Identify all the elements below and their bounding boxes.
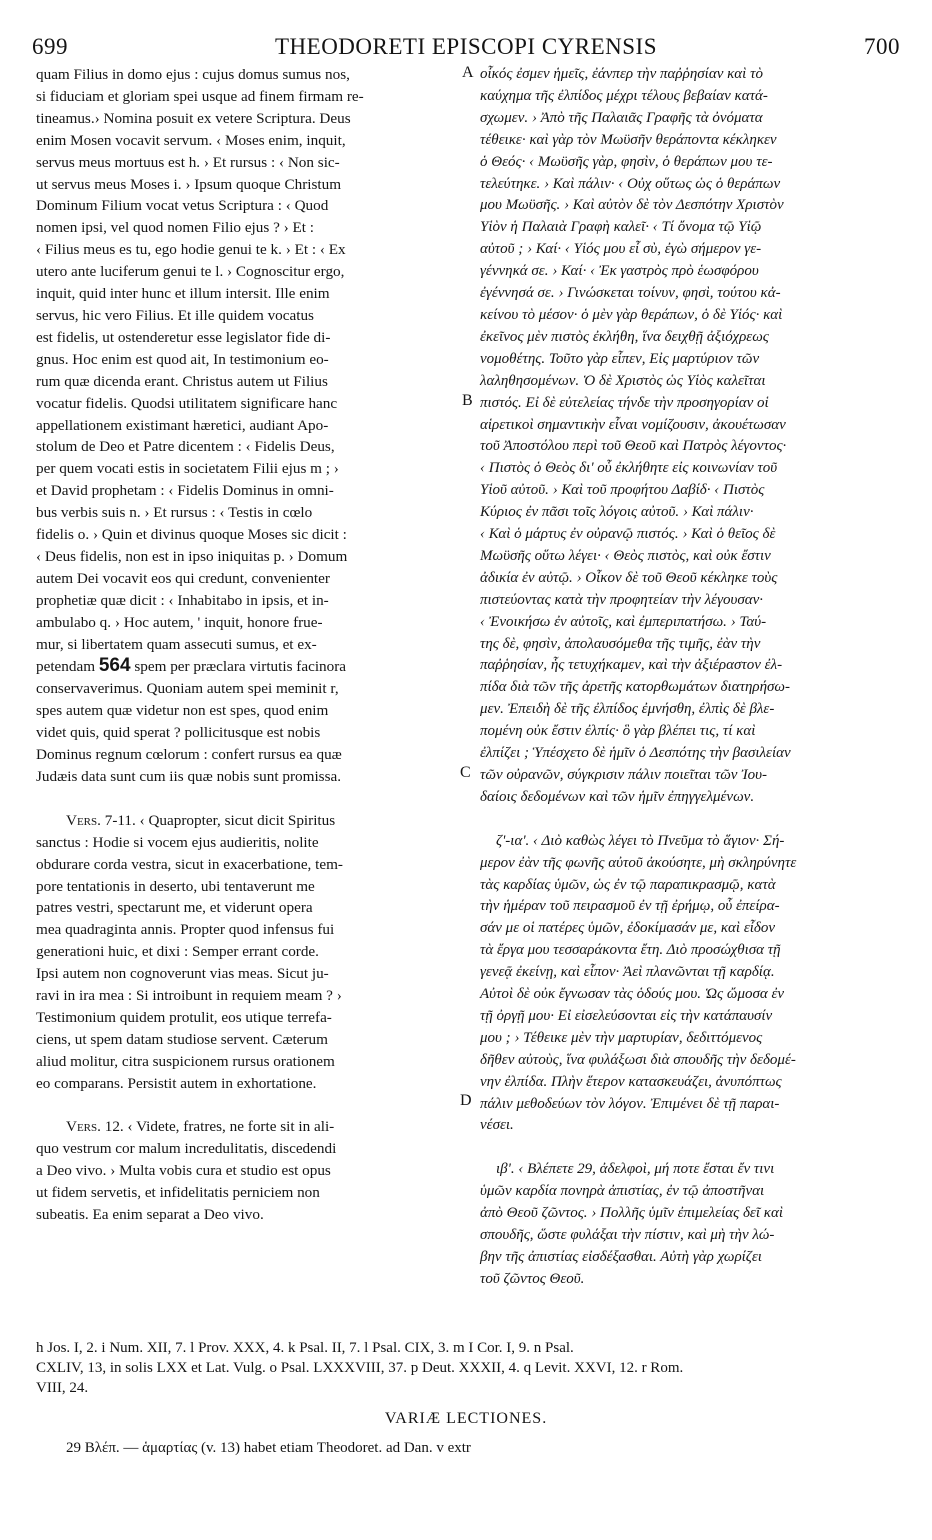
running-title: THEODORETI EPISCOPI CYRENSIS bbox=[274, 34, 658, 59]
text-line: rum quæ dicenda erant. Christus autem ut Filius bbox=[36, 372, 328, 390]
text-line: ‹ Πιστὸς ὁ Θεὸς δι' οὗ ἐκλήθητε εἰς κοινωνίαν τοῦ bbox=[480, 460, 778, 477]
text-line: καύχημα τῆς ἐλπίδος μέχρι τέλους βεβαίαν κατά- bbox=[480, 87, 768, 104]
text-line: οἶκός ἐσμεν ἡμεῖς, ἐάνπερ τὴν παῤῥησίαν καὶ τὸ bbox=[480, 66, 763, 82]
text-line: νομοθέτης. Τοῦτο γὰρ εἶπεν, Εἰς μαρτύριον τῶν bbox=[480, 350, 760, 367]
text-line: Ipsi autem non cognoverunt vias meas. Sicut ju- bbox=[36, 965, 329, 983]
text-line: αἱρετικοὶ σημαντικὴν εἶναι νομίζουσιν, ἀκουέτωσαν bbox=[480, 416, 786, 433]
text-line: videt quis, quid sperat ? pollicitusque est nobis bbox=[36, 724, 321, 742]
text-line: σπουδῆς, ὥστε φυλάξαι τὴν πίστιν, καὶ μὴ τὴν λώ- bbox=[480, 1227, 775, 1243]
text-line: utero ante luciferum genui te l. › Cognoscitur ergo, bbox=[36, 263, 345, 281]
text-line: Κύριος ἐν πᾶσι τοῖς λόγοις αὐτοῦ. › Καὶ πάλιν· bbox=[480, 504, 754, 521]
text-line: stolum de Deo et Patre dicentem : ‹ Fidelis Deus, bbox=[36, 438, 335, 456]
variae-lectiones-line: 29 Βλέπ. — ἁμαρτίας (v. 13) habet etiam Theodoret. ad Dan. v extr bbox=[66, 1440, 471, 1456]
text-line: quam Filius in domo ejus : cujus domus sumus nos, bbox=[36, 66, 350, 83]
greek-paragraph-2 bbox=[480, 831, 898, 1138]
text-line: λαληθησομένων. Ὁ δὲ Χριστὸς ὡς Υἱὸς καλεῖται bbox=[480, 372, 766, 389]
text-line: obdurare corda vestra, sicut in exacerbatione, tem- bbox=[36, 855, 343, 873]
text-line: ‹ Βλέπετε 29, ἀδελφοὶ, μή ποτε ἔσται ἔν τινι bbox=[518, 1161, 775, 1178]
text-line: patres vestri, spectarunt me, et viderunt opera bbox=[36, 899, 313, 917]
text-line: κείνου τὸ μέσον· ὁ μὲν γὰρ θεράπων, ὁ δὲ Υἱός· καὶ bbox=[480, 306, 783, 323]
text-line: της δὲ, φησὶν, ἀπολαυσόμεθα τῆς τιμῆς, ἐὰν τὴν bbox=[480, 635, 761, 652]
text-line: τὰ ἔργα μου τεσσαράκοντα ἔτη. Διὸ προσώχθισα τῇ bbox=[480, 942, 781, 959]
text-line: τὴν ἡμέραν τοῦ πειρασμοῦ ἐν τῇ ἐρήμῳ, οὗ ἐπείρα- bbox=[480, 898, 780, 915]
text-line: ravi in ira mea : Si introibunt in requiem meam ? › bbox=[36, 987, 342, 1005]
text-line: τοῦ Ἀποστόλου περὶ τοῦ Θεοῦ καὶ Πατρὸς λέγοντος· bbox=[480, 438, 787, 455]
text-line: παῤῥησίαν, ἧς τετυχήκαμεν, καὶ τὴν ἀξιέραστον ἐλ- bbox=[480, 657, 783, 674]
text-line: ἐλπίζει ; Ὑπέσχετο δὲ ἡμῖν ὁ Δεσπότης τὴν βασιλείαν bbox=[480, 745, 791, 762]
text-line: tineamus.› Nomina posuit ex vetere Scriptura. Deus bbox=[36, 109, 351, 127]
latin-paragraph-1 bbox=[36, 64, 454, 788]
margin-marker-b: B bbox=[462, 392, 473, 409]
text-line: ἐκεῖνος μὲν πιστὸς ἐκλήθη, ἵνα δειχθῇ ἀξιόχρεως bbox=[480, 328, 769, 345]
text-line: per quem vocati estis in societatem Filii ejus m ; › bbox=[36, 460, 339, 478]
text-line: γενεᾷ ἐκείνῃ, καὶ εἶπον· Ἀεὶ πλανῶνται τῇ καρδίᾳ. bbox=[480, 964, 775, 981]
text-line: πάλιν μεθοδεύων τὸν λόγον. Ἐπιμένει δὲ τῇ παραι- bbox=[480, 1095, 780, 1112]
text-line: ‹ Καὶ ὁ μάρτυς ἐν οὐρανῷ πιστός. › Καὶ ὁ θεῖος δὲ bbox=[480, 526, 776, 543]
text-line: σχωμεν. › Ἀπὸ τῆς Παλαιᾶς Γραφῆς τὰ ὀνόματα bbox=[480, 109, 763, 126]
text-line: prophetiæ quæ dicit : ‹ Inhabitabo in ipsis, et in- bbox=[36, 591, 329, 609]
greek-paragraph-1 bbox=[480, 64, 898, 809]
latin-column bbox=[36, 64, 454, 1226]
text-line: mur, si libertatem quam assecuti sumus, et ex- bbox=[36, 635, 317, 653]
page-header bbox=[32, 34, 900, 64]
text-line: Testimonium quidem protulit, eos utique terrefa- bbox=[36, 1008, 332, 1026]
text-line: gnus. Hoc enim est quod ait, In testimonium eo- bbox=[36, 350, 329, 368]
text-line: appellationem existimant hæretici, audiant Apo- bbox=[36, 416, 329, 434]
text-line: Μωϋσῆς οὕτω λέγει· ‹ Θεὸς πιστὸς, καὶ οὐκ ἔστιν bbox=[480, 547, 771, 564]
text-line: enim Mosen vocavit servum. ‹ Moses enim, inquit, bbox=[36, 131, 346, 149]
text-line: ‹ Ἐνοικήσω ἐν αὐτοῖς, καὶ ἐμπεριπατήσω. › Ταύ- bbox=[480, 613, 767, 630]
verse-label: Vers. 7-11. bbox=[66, 811, 136, 829]
text-line: ut servus meus Moses i. › Ipsum quoque Christum bbox=[36, 175, 342, 193]
text-line: Αὐτοὶ δὲ οὐκ ἔγνωσαν τὰς ὁδούς μου. Ὡς ὤμοσα ἐν bbox=[480, 986, 785, 1003]
text-line: ‹ Διὸ καθὼς λέγει τὸ Πνεῦμα τὸ ἅγιον· Σή- bbox=[533, 832, 785, 849]
text-line: ‹ Videte, fratres, ne forte sit in ali- bbox=[127, 1118, 335, 1136]
text-line: Υἱὸν ἡ Παλαιὰ Γραφὴ καλεῖ· ‹ Τί ὄνομα τῷ Υἱῷ bbox=[480, 219, 762, 236]
margin-marker-d: D bbox=[460, 1092, 472, 1109]
footnote-line: CXLIV, 13, in solis LXX et Lat. Vulg. o Psal. LXXXVIII, 37. p Deut. XXXII, 4. q Levit. XXVI, 12. r Rom. bbox=[36, 1360, 684, 1376]
text-line: servus, hic vero Filius. Et ille quidem vocatus bbox=[36, 306, 314, 324]
text-line: τῶν οὐρανῶν, σύγκρισιν πάλιν ποιεῖται τῶν Ἰου- bbox=[480, 767, 768, 783]
text-line: bus verbis suis n. › Et rursus : ‹ Testis in cœlo bbox=[36, 504, 313, 522]
text-line: autem Dei vocavit eos qui credunt, convenienter bbox=[36, 569, 330, 587]
text-line: generationi huic, et dixi : Semper errant corde. bbox=[36, 943, 319, 961]
text-line: ‹ Quapropter, sicut dicit Spiritus bbox=[139, 811, 336, 829]
text-line: βην τῆς ἀπιστίας εἰσδέξασθαι. Αὐτὴ γὰρ χωρίζει bbox=[480, 1248, 762, 1265]
text-line: sanctus : Hodie si vocem ejus audieritis, nolite bbox=[36, 833, 319, 851]
text-line: ‹ Filius meus es tu, ego hodie genui te k. › Et : ‹ Ex bbox=[36, 241, 346, 259]
text-line: spes autem quæ videtur non est spes, quod enim bbox=[36, 702, 329, 720]
margin-marker-c: C bbox=[460, 764, 471, 781]
text-line: conservaverimus. Quoniam autem spei meminit r, bbox=[36, 680, 339, 698]
text-line: a Deo vivo. › Multa vobis cura et studio est opus bbox=[36, 1162, 331, 1180]
text-line: aliud molitur, citra suspicionem rursus orationem bbox=[36, 1052, 335, 1070]
text-line: αὐτοῦ ; › Καί· ‹ Υἱός μου εἶ σὺ, ἐγὼ σήμερον γε- bbox=[480, 241, 762, 258]
text-line: si fiduciam et gloriam spei usque ad finem firmam re- bbox=[36, 87, 364, 105]
latin-paragraph-2 bbox=[36, 810, 454, 1095]
text-line: ὁ Θεός· ‹ Μωϋσῆς γὰρ, φησὶν, ὁ θεράπων μου τε- bbox=[480, 153, 773, 170]
text-line: πίδα διὰ τῶν τῆς ἀρετῆς κατορθωμάτων διατηρήσω- bbox=[480, 679, 791, 696]
text-line: δῆθεν αὐτοὺς, ἵνα φυλάξωσι διὰ σπουδῆς τὴν δεδομέ- bbox=[480, 1051, 796, 1068]
text-line: τελεύτηκε. › Καὶ πάλιν· ‹ Οὐχ οὕτως ὡς ὁ θεράπων bbox=[480, 175, 781, 192]
text-line: quo vestrum cor malum incredulitatis, discedendi bbox=[36, 1140, 337, 1158]
text-line: nomen ipsi, vel quod nomen Filio ejus ? › Et : bbox=[36, 219, 314, 237]
verse-label: Vers. 12. bbox=[66, 1118, 124, 1136]
text-line: servus meus mortuus est h. › Et rursus : ‹ Non sic- bbox=[36, 153, 340, 171]
text-line: Dominus regnum cœlorum : confert rursus ea quæ bbox=[36, 746, 342, 764]
text-line: mea quadraginta annis. Propter quod infensus fui bbox=[36, 921, 335, 939]
footnotes bbox=[36, 1338, 898, 1398]
margin-marker-a: A bbox=[462, 64, 474, 81]
text-line: ὑμῶν καρδία πονηρὰ ἀπιστίας, ἐν τῷ ἀποστῆναι bbox=[480, 1183, 765, 1200]
text-line: πομένη οὐκ ἔστιν ἐλπίς· ὃ γὰρ βλέπει τις, τί καὶ bbox=[480, 723, 756, 740]
text-line: πιστεύοντας κατὰ τὴν προφητείαν τὴν λέγουσαν· bbox=[480, 591, 764, 608]
text-line: fidelis o. › Quin et divinus quoque Moses sic dicit : bbox=[36, 526, 347, 544]
text-line: τοῦ ζῶντος Θεοῦ. bbox=[480, 1270, 585, 1287]
text-line: Υἱοῦ αὐτοῦ. › Καὶ τοῦ προφήτου Δαβίδ· ‹ Πιστὸς bbox=[480, 482, 765, 499]
text-line: μεν. Ἐπειδὴ δὲ τῆς ἐλπίδος ἐμνήσθη, ἐλπὶς δὲ βλε- bbox=[480, 701, 775, 718]
text-line: γέννηκά σε. › Καί· ‹ Ἐκ γαστρὸς πρὸ ἑωσφόρου bbox=[480, 263, 759, 280]
text-line: ἐγέννησά σε. › Γινώσκεται τοίνυν, φησὶ, τούτου κἀ- bbox=[480, 285, 781, 302]
inline-page-number: 564 bbox=[98, 655, 131, 677]
text-line: νην ἐλπίδα. Πλὴν ἕτερον κατασκευάζει, ἀνυπόπτως bbox=[480, 1073, 782, 1090]
text-line: τὰς καρδίας ὑμῶν, ὡς ἐν τῷ παραπικρασμῷ, κατὰ bbox=[480, 876, 776, 893]
text-line: τῇ ὀργῇ μου· Εἰ εἰσελεύσονται εἰς τὴν κατάπαυσίν bbox=[480, 1007, 773, 1024]
text-line: μου Μωϋσῆς. › Καὶ αὐτὸν δὲ τὸν Δεσπότην Χριστὸν bbox=[480, 197, 784, 214]
text-line: ἀδικία ἐν αὐτῷ. › Οἶκον δὲ τοῦ Θεοῦ κέκληκε τοὺς bbox=[480, 569, 778, 586]
text-line: eo comparans. Persistit autem in exhortatione. bbox=[36, 1074, 317, 1092]
greek-paragraph-3 bbox=[480, 1159, 898, 1290]
text-line: Judæis data sunt cum iis quæ nobis sunt promissa. bbox=[36, 768, 342, 785]
page-number-left: 699 bbox=[32, 34, 68, 59]
text-line: δαίοις δεδομένων καὶ τῶν ἡμῖν ἐπηγγελμένων. bbox=[480, 788, 755, 805]
text-line: inquit, quid inter hunc et illum intersit. Ille enim bbox=[36, 285, 330, 303]
text-line: νέσει. bbox=[480, 1117, 514, 1134]
verse-label: ιβ'. bbox=[496, 1161, 515, 1178]
text-line: ut fidem servetis, et infidelitatis perniciem non bbox=[36, 1184, 320, 1202]
text-line: est fidelis, ut ostenderetur esse legislator fide di- bbox=[36, 328, 331, 346]
footnote-line: VIII, 24. bbox=[36, 1380, 89, 1396]
text-line: τέθεικε· καὶ γὰρ τὸν Μωϋσῆν θεράποντα κέκληκεν bbox=[480, 131, 777, 148]
text-line: ‹ Deus fidelis, non est in ipso iniquitas p. › Domum bbox=[36, 547, 348, 565]
text-line: subeatis. Ea enim separat a Deo vivo. bbox=[36, 1206, 264, 1224]
text-line: σάν με οἱ πατέρες ὑμῶν, ἐδοκίμασάν με, καὶ εἶδον bbox=[480, 920, 776, 937]
text-line: πιστός. Εἰ δὲ εὐτελείας τήνδε τὴν προσηγορίαν οἱ bbox=[480, 394, 769, 411]
text-line: Dominum Filium vocat vetus Scriptura : ‹ Quod bbox=[36, 197, 329, 215]
greek-column bbox=[480, 64, 898, 1291]
text-line: μερον ἐὰν τῆς φωνῆς αὐτοῦ ἀκούσητε, μὴ σκληρύνητε bbox=[480, 854, 797, 871]
text-line: et David prophetam : ‹ Fidelis Dominus in omni- bbox=[36, 482, 334, 500]
page-number-right: 700 bbox=[864, 34, 900, 59]
text-line: ciens, ut spem datam studiose servent. Cæterum bbox=[36, 1030, 328, 1048]
latin-paragraph-3 bbox=[36, 1116, 454, 1226]
text-line: ambulabo q. › Hoc autem, ' inquit, honore frue- bbox=[36, 613, 323, 631]
text-line: ἀπὸ Θεοῦ ζῶντος. › Πολλῆς ὑμῖν ἐπιμελείας δεῖ καὶ bbox=[480, 1205, 783, 1222]
text-line: petendam 564 spem per præclara virtutis facinora bbox=[36, 655, 347, 677]
footnote-line: h Jos. I, 2. i Num. XII, 7. l Prov. XXX, 4. k Psal. II, 7. l Psal. CIX, 3. m I Cor. I, 9. n Psal. bbox=[36, 1340, 574, 1356]
text-line: pore tentationis in deserto, ubi tentaverunt me bbox=[36, 877, 315, 895]
variae-lectiones-heading: VARIÆ LECTIONES. bbox=[384, 1410, 548, 1427]
text-line: vocatur fidelis. Quodsi utilitatem significare hanc bbox=[36, 394, 338, 412]
text-line: μου ; › Τέθεικε μὲν τὴν μαρτυρίαν, δεδιττόμενος bbox=[480, 1029, 763, 1046]
verse-label: ζ'-ια'. bbox=[496, 832, 530, 849]
